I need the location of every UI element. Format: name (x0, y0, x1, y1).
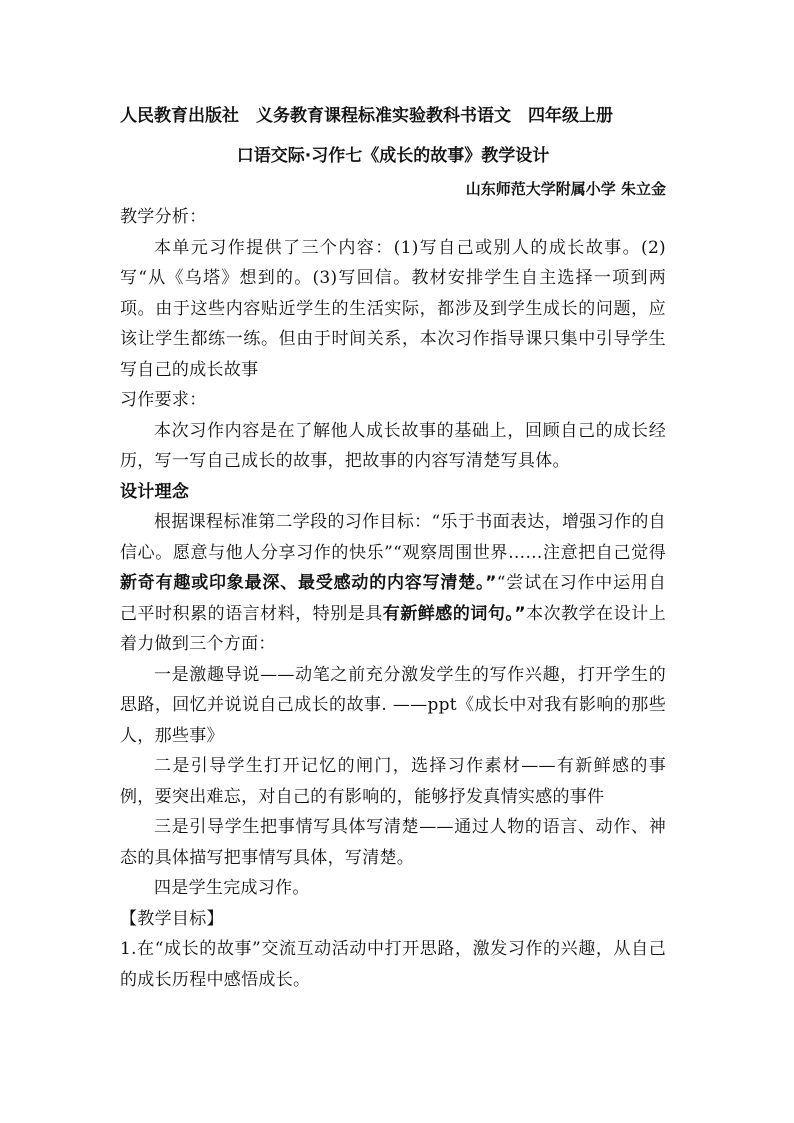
concept-text-2: “尝试在习作中运用自己平时积累的语言材料，特别是具 (120, 573, 666, 624)
goal-1: 1.在“成长的故事”交流互动活动中打开思路，激发习作的兴趣，从自己的成长历程中感悟成长。 (120, 939, 666, 990)
goals-heading: 【教学目标】 (120, 908, 224, 929)
document-title: 口语交际·习作七《成长的故事》教学设计 (236, 146, 550, 166)
concept-text-1: 根据课程标准第二学段的习作目标：“乐于书面表达，增强习作的自信心。愿意与他人分享习作的快乐”“观察周围世界……注意把自己觉得 (120, 512, 666, 563)
requirement-paragraph: 本次习作内容是在了解他人成长故事的基础上，回顾自己的成长经历，写一写自己成长的故事，把故事的内容写清楚写具体。 (120, 420, 666, 471)
document-body (120, 202, 666, 995)
analysis-paragraph: 本单元习作提供了三个内容：(1)写自己或别人的成长故事。(2)写“从《乌塔》想到的。(3)写回信。教材安排学生自主选择一项到两项。由于这些内容贴近学生的生活实际，都涉及到学生成长的问题，应该让学生都练一练。但由于时间关系，本次习作指导课只集中引导学生写自己的成长故事 (120, 237, 666, 380)
concept-bold-1: 新奇有趣或印象最深、最受感动的内容写清楚。” (120, 573, 497, 593)
concept-heading: 设计理念 (120, 481, 190, 502)
point-4: 四是学生完成习作。 (154, 878, 310, 898)
point-3: 三是引导学生把事情写具体写清楚——通过人物的语言、动作、神态的具体描写把事情写具体，写清楚。 (120, 817, 666, 868)
analysis-heading: 教学分析： (120, 207, 207, 227)
point-1: 一是激趣导说——动笔之前充分激发学生的写作兴趣，打开学生的思路，回忆并说说自己成长的故事. ——ppt《成长中对我有影响的那些人，那些事》 (120, 664, 666, 746)
concept-text-3: 本次教学在设计上着力做到三个方面： (120, 603, 666, 654)
document-content (120, 100, 666, 995)
author-line: 山东师范大学附属小学 朱立金 (465, 180, 666, 198)
publisher-line: 人民教育出版社 义务教育课程标准实验教科书语文 四年级上册 (120, 106, 613, 126)
concept-paragraph (120, 507, 666, 660)
concept-bold-2: 有新鲜感的词句。” (382, 603, 526, 624)
requirement-heading: 习作要求： (120, 390, 207, 410)
point-2: 二是引导学生打开记忆的闸门，选择习作素材——有新鲜感的事例，要突出难忘，对自己的有影响的，能够抒发真情实感的事件 (120, 756, 666, 807)
